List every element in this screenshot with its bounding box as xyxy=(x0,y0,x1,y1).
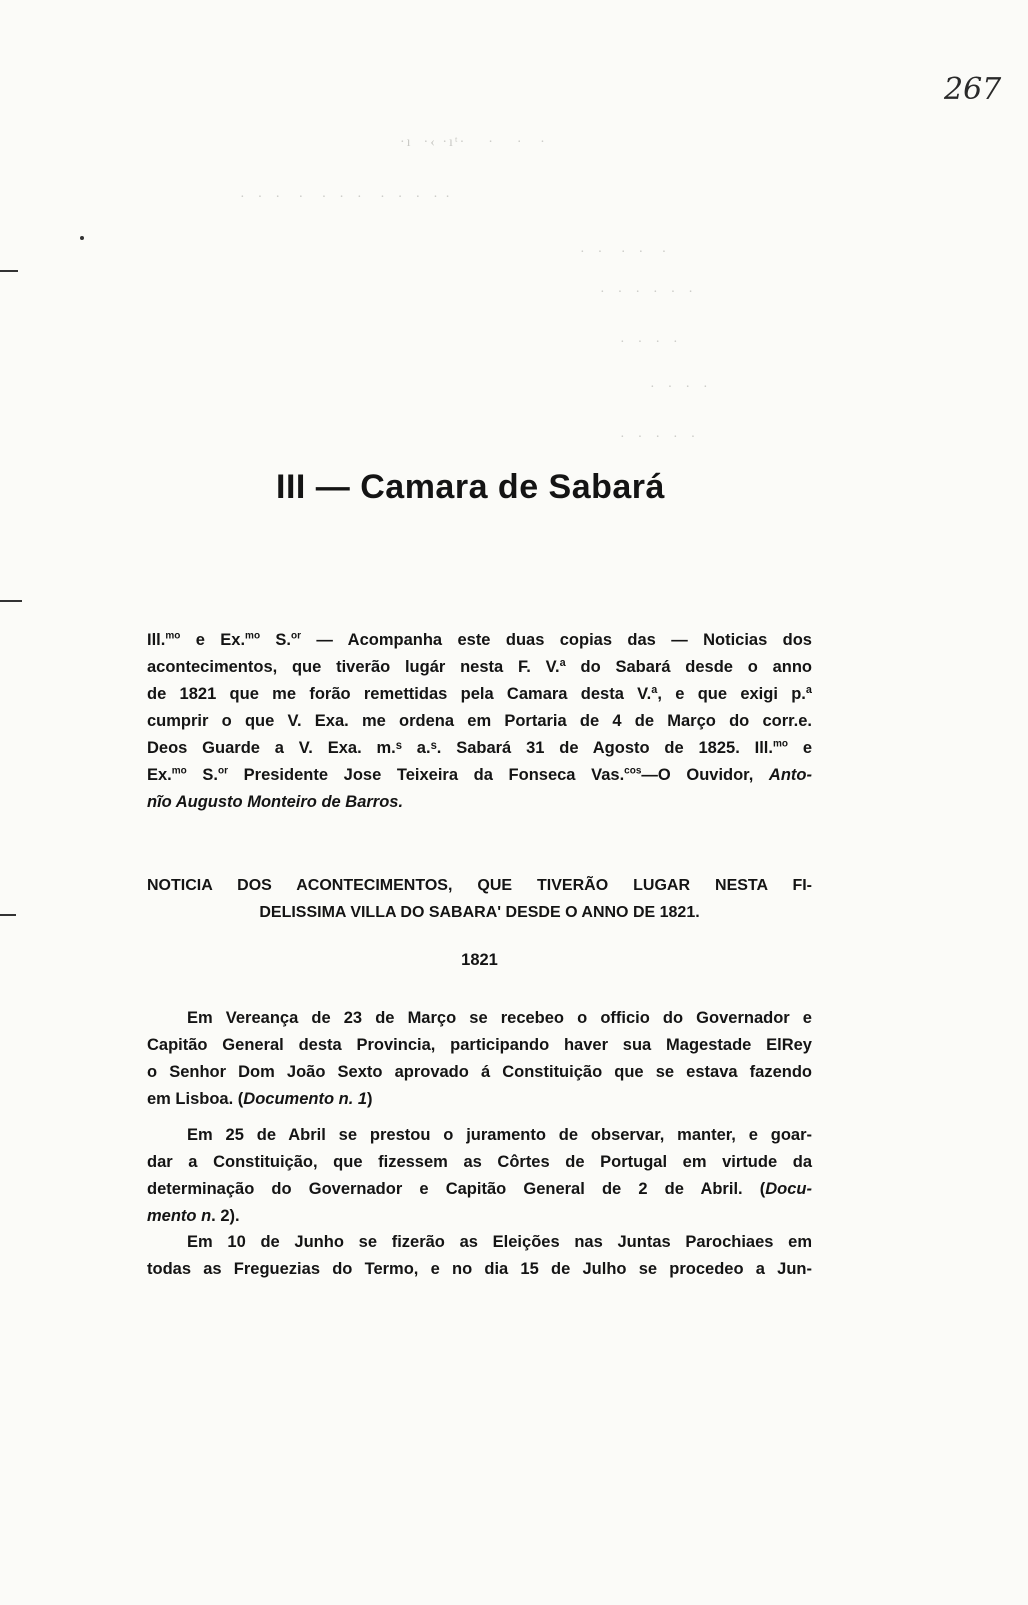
paragraph-3 xyxy=(147,1229,812,1283)
paragraph-line: em Lisboa. (Documento n. 1) xyxy=(147,1090,373,1108)
section-title: III — Camara de Sabará xyxy=(276,468,665,506)
paragraph-line: determinação do Governador e Capitão General de 2 de Abril. (Docu- xyxy=(147,1180,812,1198)
letter-line: Deos Guarde a V. Exa. m.ˢ a.ˢ. Sabará 31 de Agosto de 1825. Ill.$^{mo}$ e xyxy=(147,738,813,757)
letter-line: Ex.$^{mo}$ S.$^{or}$ Presidente Jose Teixeira da Fonseca Vas.$^{cos}$—O Ouvidor, Anto- xyxy=(147,765,812,784)
paragraph-line: dar a Constituição, que fizessem as Côrtes de Portugal em virtude da xyxy=(147,1153,812,1171)
paragraph-line: todas as Freguezias do Termo, e no dia 15 de Julho se procedeo a Jun- xyxy=(147,1260,812,1278)
paragraph-line: Capitão General desta Provincia, participando haver sua Magestade ElRey xyxy=(147,1036,812,1054)
notice-heading xyxy=(147,872,812,926)
notice-heading-line: DELISSIMA VILLA DO SABARA' DESDE O ANNO DE 1821. xyxy=(259,904,700,921)
paragraph-line: Em Vereança de 23 de Março se recebeo o officio do Governador e xyxy=(187,1009,812,1027)
letter-line: de 1821 que me forão remettidas pela Camara desta V.ª, e que exigi p.ª xyxy=(147,685,812,703)
letter-line: cumprir o que V. Exa. me ordena em Portaria de 4 de Março do corr.e. xyxy=(147,712,812,730)
paragraph-line: o Senhor Dom João Sexto aprovado á Constituição que se estava fazendo xyxy=(147,1063,812,1081)
letter-line: Ill.$^{mo}$ e Ex.$^{mo}$ S.$^{or}$ — Acompanha este duas copias das — Noticias dos xyxy=(147,630,812,649)
paragraph-1 xyxy=(147,1005,812,1113)
page-number: 267 xyxy=(944,72,1002,107)
cover-letter xyxy=(147,627,812,816)
letter-signature: nĩo Augusto Monteiro de Barros. xyxy=(147,793,404,811)
paragraph-line: Em 25 de Abril se prestou o juramento de observar, manter, e goar- xyxy=(187,1126,812,1144)
letter-line: acontecimentos, que tiverão lugár nesta F. V.ª do Sabará desde o anno xyxy=(147,658,812,676)
notice-heading-line: NOTICIA DOS ACONTECIMENTOS, QUE TIVERÃO LUGAR NESTA FI- xyxy=(147,877,812,894)
paragraph-line: mento n. 2). xyxy=(147,1207,240,1225)
paragraph-line: Em 10 de Junho se fizerão as Eleições nas Juntas Parochiaes em xyxy=(187,1233,812,1251)
paragraph-2 xyxy=(147,1122,812,1230)
year-heading: 1821 xyxy=(461,951,498,969)
